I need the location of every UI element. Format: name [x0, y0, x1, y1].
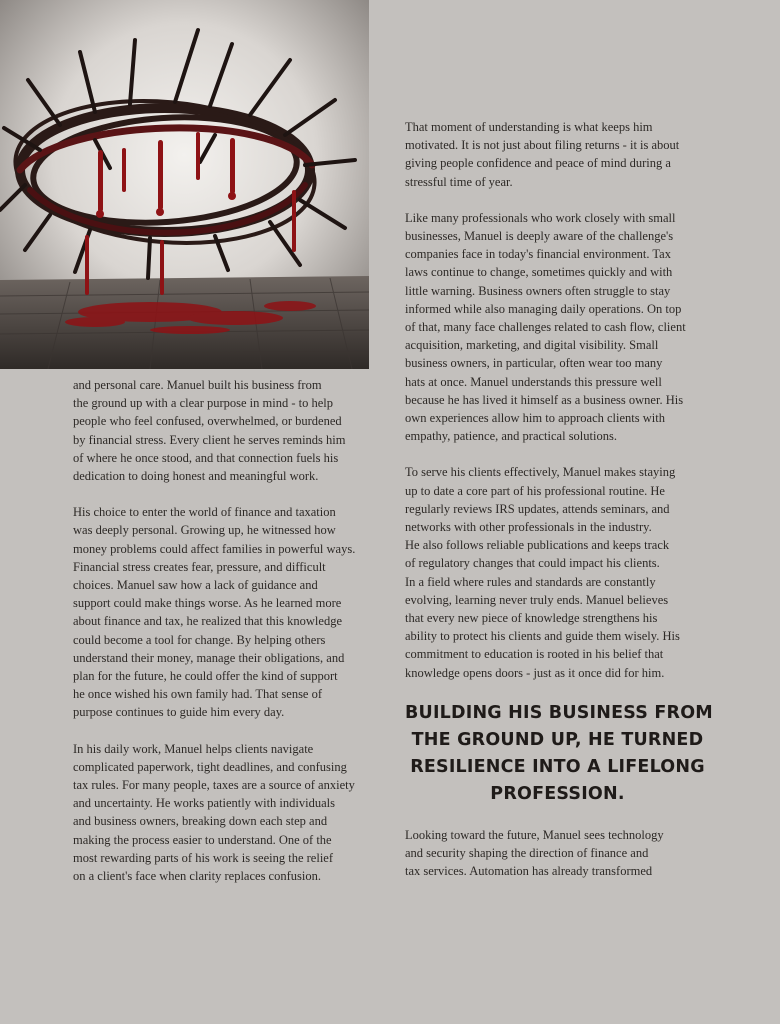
right-closing-paragraph: Looking toward the future, Manuel sees technology and security shaping the direction of finance and tax services. Automation has already transformed: [405, 827, 664, 879]
left-column: [73, 376, 378, 903]
left-paragraph-2: His choice to enter the world of finance and taxation was deeply personal. Growing up, he witnessed how money problems could affect families in powerful ways. Financial stress creates fear, pressure, and difficult choices. Manuel saw how a lack of guidance and support could make things worse. As he learned more about finance and tax, he realized that this knowledge could become a tool for change. By helping others understand their money, manage their obligations, and plan for the future, he could offer the kind of support he once wished his own family had. That sense of purpose continues to guide him every day.: [73, 505, 356, 720]
crown-of-thorns-icon: [0, 0, 369, 369]
right-paragraph-1: That moment of understanding is what keeps him motivated. It is not just about filing returns - it is about giving people confidence and peace of mind during a stressful time of year.: [405, 120, 680, 189]
right-column: [405, 118, 713, 899]
left-paragraph-3: In his daily work, Manuel helps clients navigate complicated paperwork, tight deadlines, and confusing tax rules. For many people, taxes are a source of anxiety and uncertainty. He works patiently with individuals and business owners, breaking down each step and making the process easier to understand. One of the most rewarding parts of his work is seeing the relief on a client's face when clarity replaces confusion.: [73, 741, 355, 884]
pull-quote: BUILDING HIS BUSINESS FROM THE GROUND UP, HE TURNED RESILIENCE INTO A LIFELONG PROFESSION.: [405, 702, 713, 804]
right-paragraph-2: Like many professionals who work closely with small businesses, Manuel is deeply aware of the challenge's companies face in today's financial environment. Tax laws continue to change, sometimes quickly and with little warning. Business owners often struggle to stay informed while also managing daily operations. On top of that, many face challenges related to cash flow, client acquisition, marketing, and digital visibility. Small business owners, in particular, often wear too many hats at once. Manuel understands this pressure well because he has lived it himself as a business owner. His own experiences allow him to approach clients with empathy, patience, and practical solutions.: [405, 210, 686, 444]
hero-image: [0, 0, 369, 369]
left-paragraph-1: and personal care. Manuel built his business from the ground up with a clear purpose in mind - to help people who feel confused, overwhelmed, or burdened by financial stress. Every client he serves reminds him of where he once stood, and that connection fuels his dedication to doing honest and meaningful work.: [73, 378, 346, 484]
right-paragraph-3: To serve his clients effectively, Manuel makes staying up to date a core part of his professional routine. He regularly reviews IRS updates, attends seminars, and networks with other professionals in the industry. He also follows reliable publications and keeps track of regulatory changes that could impact his clients. In a field where rules and standards are constantly evolving, learning never truly ends. Manuel believes that every new piece of knowledge strengthens his ability to protect his clients and guide them wisely. His commitment to education is rooted in his belief that knowledge opens doors - just as it once did for him.: [405, 465, 680, 680]
